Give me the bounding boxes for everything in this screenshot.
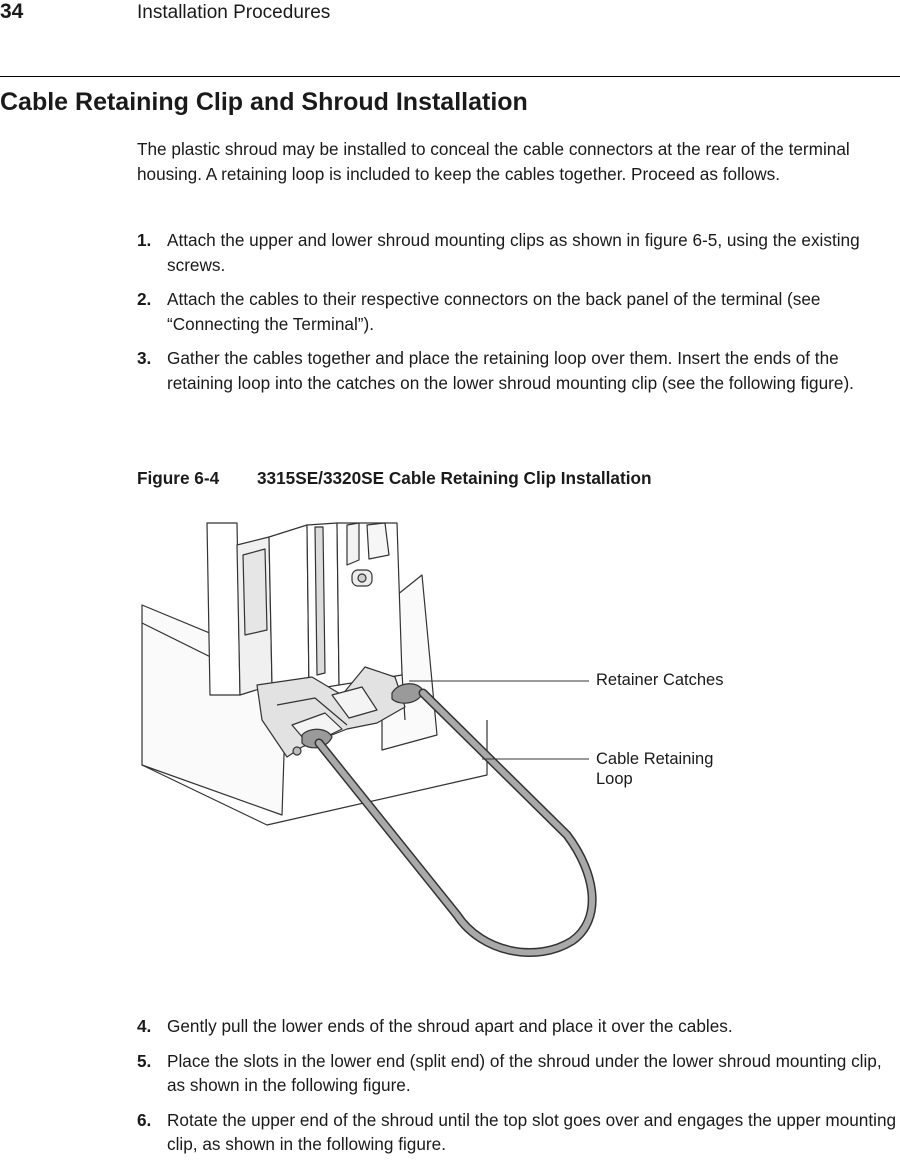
figure-title: 3315SE/3320SE Cable Retaining Clip Installation <box>257 468 652 488</box>
intro-paragraph: The plastic shroud may be installed to conceal the cable connectors at the rear of the terminal housing. A retaining loop is included to keep the cables together. Proceed as follows. <box>137 139 850 184</box>
header-rule <box>0 76 900 77</box>
callout-retainer-catches: Retainer Catches <box>596 671 724 689</box>
step-text: Gather the cables together and place the retaining loop over them. Insert the ends of the retaining loop into the catches on the lower shroud mounting clip (see the following figure). <box>167 348 854 393</box>
section-title: Cable Retaining Clip and Shroud Installation <box>0 88 528 116</box>
step-item <box>137 1014 900 1039</box>
callout-loop-line2: Loop <box>596 770 633 788</box>
step-number: 2. <box>137 289 152 309</box>
callout-cable-retaining-loop <box>596 749 713 789</box>
step-text: Gently pull the lower ends of the shroud apart and place it over the cables. <box>167 1016 733 1036</box>
step-text: Attach the cables to their respective connectors on the back panel of the terminal (see “Connecting the Terminal”). <box>167 289 821 334</box>
figure-number: Figure 6-4 <box>137 468 220 488</box>
step-text: Rotate the upper end of the shroud until the top slot goes over and engages the upper mounting clip, as shown in the following figure. <box>167 1109 897 1154</box>
step-text: Place the slots in the lower end (split end) of the shroud under the lower shroud mounting clip, as shown in the following figure. <box>167 1050 882 1095</box>
step-text: Attach the upper and lower shroud mounting clips as shown in figure 6-5, using the existing screws. <box>167 230 860 275</box>
steps-list-part1 <box>137 228 900 405</box>
step-item <box>137 287 900 336</box>
step-item <box>137 1049 900 1098</box>
step-number: 6. <box>137 1109 152 1130</box>
step-number: 3. <box>137 348 152 368</box>
callout-loop-line1: Cable Retaining <box>596 750 714 768</box>
page-number: 34 <box>0 0 24 23</box>
figure-caption <box>137 466 652 490</box>
running-title: Installation Procedures <box>137 2 331 23</box>
steps-list-part2 <box>137 1014 900 1167</box>
step-item <box>137 228 900 277</box>
page-header <box>0 0 900 30</box>
step-item <box>137 1108 900 1157</box>
step-number: 5. <box>137 1050 152 1071</box>
step-number: 1. <box>137 230 152 250</box>
step-number: 4. <box>137 1016 152 1036</box>
cable-clip-illustration <box>137 515 757 990</box>
step-item <box>137 346 900 395</box>
